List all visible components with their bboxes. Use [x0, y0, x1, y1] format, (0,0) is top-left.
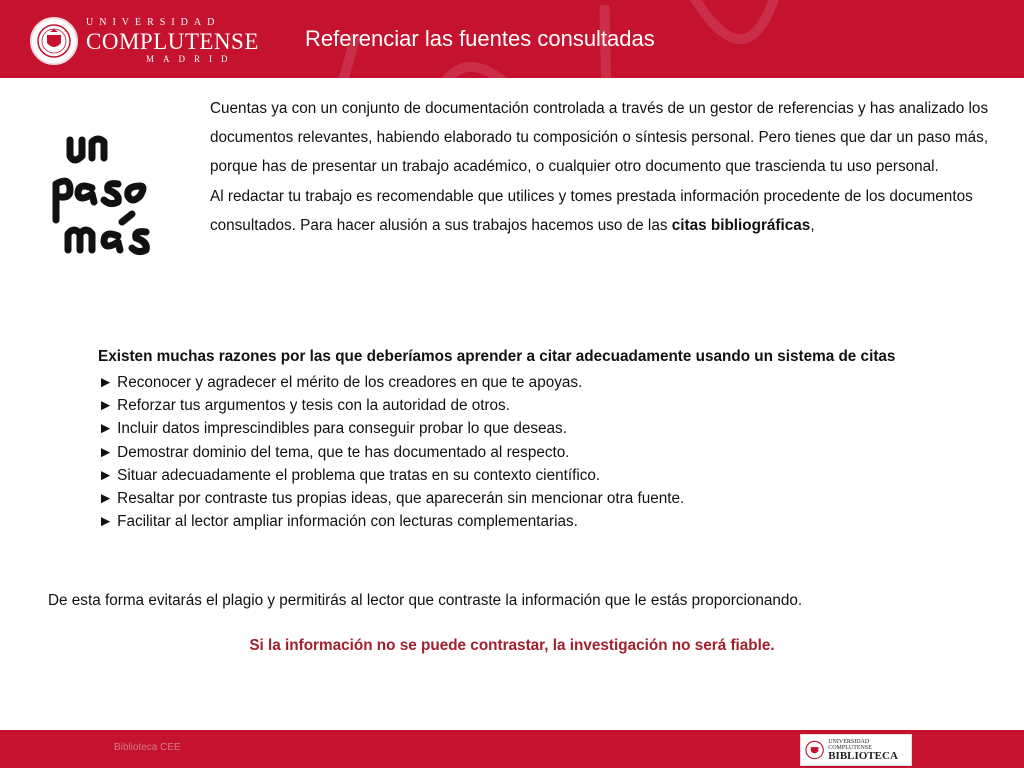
bullet-arrow-icon: ►: [98, 397, 114, 415]
logo-line-3: MADRID: [146, 54, 237, 64]
biblioteca-logo-text: [828, 739, 911, 762]
biblioteca-logo-line-1: UNIVERSIDAD COMPLUTENSE: [828, 738, 872, 751]
list-item-text: Reconocer y agradecer el mérito de los creadores en que te apoyas.: [117, 374, 583, 391]
intro-paragraph-2-end: ,: [810, 216, 815, 234]
intro-paragraph-2: [210, 182, 1005, 240]
library-seal-icon: [805, 740, 824, 760]
conclusion-text: De esta forma evitarás el plagio y permitirás al lector que contraste la información que le estás proporcionando.: [48, 592, 803, 609]
list-item: [98, 510, 978, 533]
slide-footer: [0, 730, 1024, 768]
list-item-text: Reforzar tus argumentos y tesis con la autoridad de otros.: [117, 397, 510, 415]
university-seal-icon: [30, 17, 78, 65]
reasons-title: Existen muchas razones por las que deberíamos aprender a citar adecuadamente usando un sistema de citas: [98, 348, 896, 365]
bullet-arrow-icon: ►: [98, 466, 114, 484]
list-item: [98, 371, 978, 394]
bullet-arrow-icon: ►: [98, 490, 114, 508]
list-item: [98, 394, 978, 417]
list-item-text: Situar adecuadamente el problema que tratas en su contexto científico.: [117, 466, 601, 484]
slide-title: Referenciar las fuentes consultadas: [305, 26, 655, 51]
intro-text: [210, 94, 1005, 240]
ucm-logo[interactable]: [30, 14, 259, 68]
biblioteca-logo-line-2: BIBLIOTECA: [828, 749, 898, 762]
list-item-text: Incluir datos imprescindibles para conseguir probar lo que deseas.: [117, 420, 567, 438]
list-item-text: Facilitar al lector ampliar información con lecturas complementarias.: [117, 513, 578, 531]
reasons-section: [98, 343, 978, 533]
list-item: [98, 464, 978, 487]
slide-header: [0, 0, 1024, 78]
list-item: [98, 441, 978, 464]
ucm-logo-text: [86, 18, 259, 64]
list-item-text: Resaltar por contraste tus propias ideas, que aparecerán sin mencionar otra fuente.: [117, 490, 685, 508]
list-item: [98, 487, 978, 510]
bullet-arrow-icon: ►: [98, 443, 114, 461]
citas-bibliograficas-emphasis: citas bibliográficas: [671, 216, 811, 234]
un-paso-mas-image: [48, 122, 193, 262]
warning-text: Si la información no se puede contrastar, la investigación no será fiable.: [249, 637, 775, 654]
logo-line-1: UNIVERSIDAD: [86, 17, 221, 28]
footer-text: Biblioteca CEE: [114, 742, 181, 753]
reasons-list: [98, 371, 978, 533]
bullet-arrow-icon: ►: [98, 374, 114, 391]
biblioteca-logo[interactable]: [800, 734, 912, 766]
bullet-arrow-icon: ►: [98, 420, 114, 438]
list-item-text: Demostrar dominio del tema, que te has documentado al respecto.: [117, 443, 570, 461]
un-paso-mas-lettering: [48, 122, 193, 262]
intro-paragraph-2-text: Al redactar tu trabajo es recomendable que utilices y tomes prestada información procedente de los documentos consultados. Para hacer alusión a sus trabajos hacemos uso de las: [210, 187, 973, 234]
bullet-arrow-icon: ►: [98, 513, 114, 531]
logo-line-2: COMPLUTENSE: [86, 29, 259, 54]
intro-paragraph-1: Cuentas ya con un conjunto de documentación controlada a través de un gestor de referencias y has analizado los documentos relevantes, habiendo elaborado tu composición o síntesis personal. Pero tienes que dar un paso más, porque has de presentar un trabajo académico, o cualquier otro documento que trascienda tu uso personal.: [210, 100, 989, 176]
list-item: [98, 417, 978, 440]
